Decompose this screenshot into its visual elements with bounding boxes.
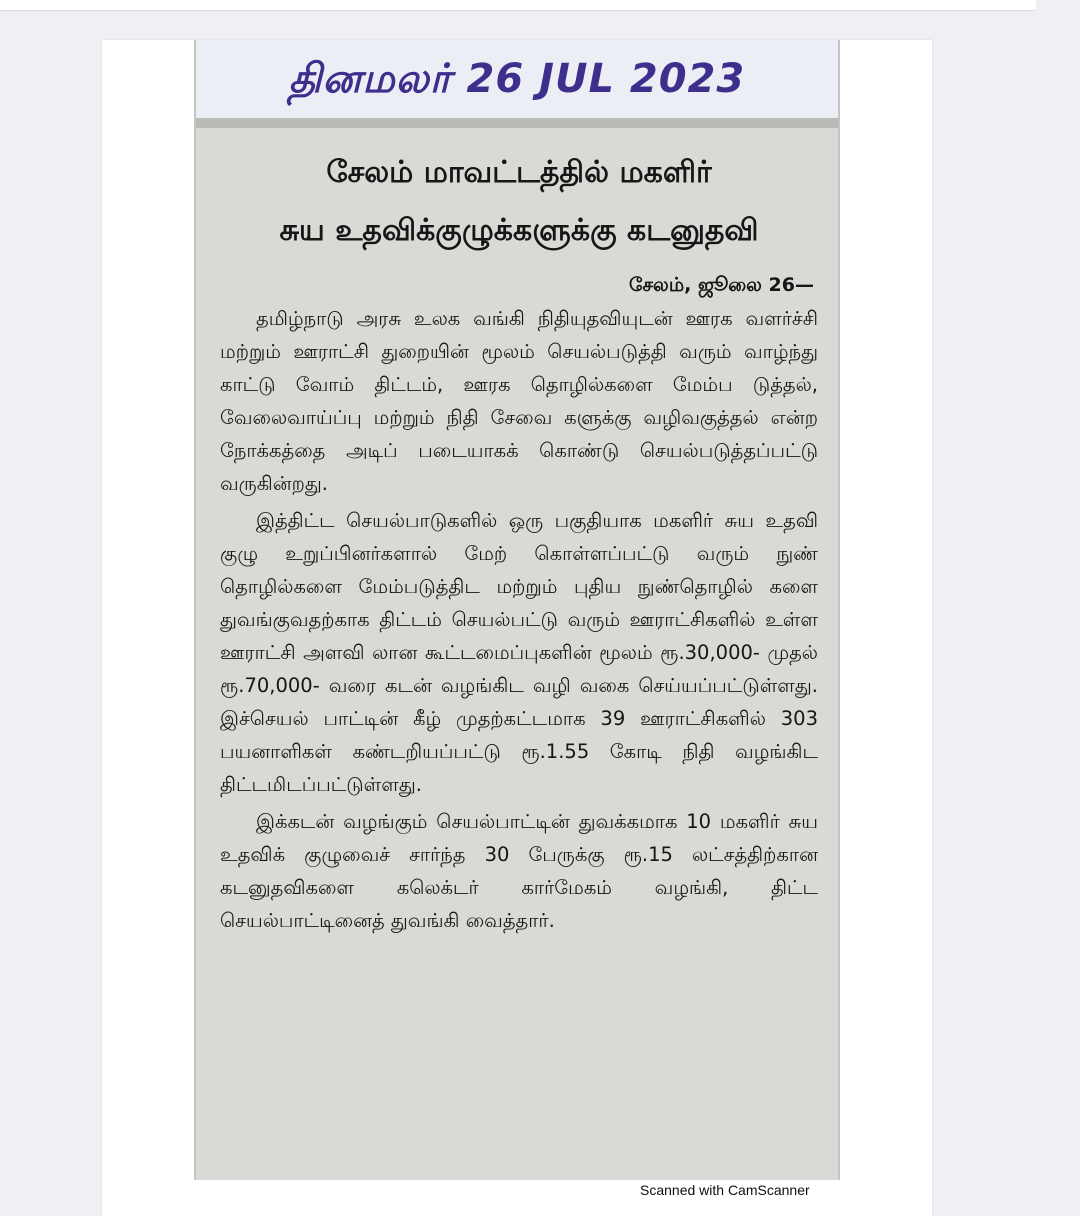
- handwritten-source-date: தினமலர் 26 JUL 2023: [196, 40, 838, 118]
- article-paragraph-1: தமிழ்நாடு அரசு உலக வங்கி நிதியுதவியுடன் ஊரக வளர்ச்சி மற்றும் ஊராட்சி துறையின் மூலம் செயல்படுத்தி வரும் வாழ்ந்து காட்டு வோம் திட்டம், ஊரக தொழில்களை மேம்ப டுத்தல், வேலைவாய்ப்பு மற்றும் நிதி சேவை களுக்கு வழிவகுத்தல் என்ற நோக்கத்தை அடிப் படையாகக் கொண்டு செயல்படுத்தப்பட்டு வருகின்றது.: [220, 307, 818, 495]
- article-headline: [220, 144, 818, 260]
- article: [196, 136, 838, 941]
- clipping-header-edge: [196, 118, 838, 128]
- top-edge-bar: [0, 0, 1036, 11]
- headline-line-1: சேலம் மாவட்டத்தில் மகளிர்: [326, 155, 712, 190]
- article-dateline: சேலம், ஜூலை 26—: [629, 274, 814, 296]
- headline-line-2: சுய உதவிக்குழுக்களுக்கு கடனுதவி: [279, 213, 759, 248]
- newspaper-clipping: [194, 40, 840, 1180]
- right-margin-strip: [1036, 0, 1080, 1216]
- camscanner-watermark: Scanned with CamScanner: [640, 1182, 810, 1198]
- article-paragraph-2: இத்திட்ட செயல்பாடுகளில் ஒரு பகுதியாக மகளிர் சுய உதவி குழு உறுப்பினர்களால் மேற் கொள்ளப்பட்டு வரும் நுண் தொழில்களை மேம்படுத்திட மற்றும் புதிய நுண்தொழில் களை துவங்குவதற்காக திட்டம் செயல்பட்டு வரும் ஊராட்சிகளில் உள்ள ஊராட்சி அளவி லான கூட்டமைப்புகளின் மூலம் ரூ.30,000- முதல் ரூ.70,000- வரை கடன் வழங்கிட வழி வகை செய்யப்பட்டுள்ளது. இச்செயல் பாட்டின் கீழ் முதற்கட்டமாக 39 ஊராட்சிகளில் 303 பயனாளிகள் கண்டறியப்பட்டு ரூ.1.55 கோடி நிதி வழங்கிட திட்டமிடப்பட்டுள்ளது.: [220, 509, 818, 796]
- article-paragraph-3: இக்கடன் வழங்கும் செயல்பாட்டின் துவக்கமாக 10 மகளிர் சுய உதவிக் குழுவைச் சார்ந்த 30 பேருக்கு ரூ.15 லட்சத்திற்கான கடனுதவிகளை கலெக்டர் கார்மேகம் வழங்கி, திட்ட செயல்பாட்டினைத் துவங்கி வைத்தார்.: [220, 810, 818, 932]
